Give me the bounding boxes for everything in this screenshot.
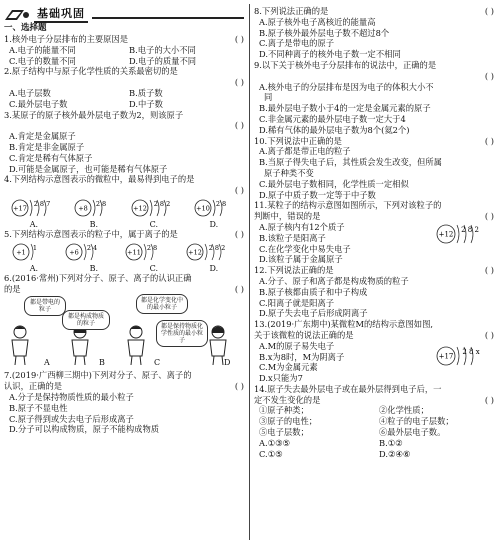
question-stem-cont: 认识，正确的是: [4, 381, 63, 392]
figure-label[interactable]: A: [44, 358, 50, 368]
question-stem: 14.原子失去最外层电子或在最外层得到电子后，一: [254, 383, 442, 394]
statement-5: ⑤电子层数；: [259, 427, 309, 438]
option-c[interactable]: C.最外层电子数相同，化学性质一定相似: [259, 178, 409, 189]
nucleus-label: +8: [77, 204, 88, 213]
option-c[interactable]: C.原子得到或失去电子后形成离子: [9, 413, 134, 424]
option-a[interactable]: A.分子是保持物质性质的最小粒子: [9, 391, 134, 402]
option-c[interactable]: C.肯定是稀有气体原子: [9, 152, 93, 163]
student-figure-icon[interactable]: [66, 324, 94, 366]
speech-bubble: 都是构成物质的粒子: [62, 310, 110, 330]
section-header: [4, 6, 244, 22]
question-stem: 4.下列结构示意图表示的微粒中，最易得到电子的是: [4, 174, 195, 185]
option-b[interactable]: B.: [89, 219, 99, 229]
answer-blank[interactable]: ( ): [234, 77, 244, 88]
option-a[interactable]: A.分子、原子和离子都是构成物质的粒子: [259, 275, 409, 286]
shell-label: 1: [33, 243, 38, 252]
shell-label: 2 8: [95, 199, 106, 208]
option-d[interactable]: D.该粒子属于金属原子: [259, 254, 343, 265]
speech-bubble: 都是化学变化中的最小粒子: [136, 294, 188, 314]
figure-label[interactable]: D: [224, 358, 231, 368]
option-b[interactable]: B.: [89, 263, 99, 273]
nucleus-label: +17: [12, 204, 27, 213]
atom-diagram[interactable]: [436, 343, 490, 369]
question-stem: 2.原子结构中与原子化学性质的关系最密切的是: [4, 66, 178, 77]
atom-diagram-row: [4, 196, 244, 220]
diagram-labels: [4, 264, 244, 273]
option-b[interactable]: B.①②: [379, 437, 403, 448]
right-column: [254, 6, 494, 459]
question-3: [4, 110, 244, 175]
answer-blank[interactable]: ( ): [484, 135, 494, 146]
option-a[interactable]: A.: [29, 219, 39, 229]
option-a[interactable]: A.: [29, 263, 39, 273]
shell-label: 2 8: [147, 243, 158, 252]
section-label: 一、选择题: [4, 23, 47, 33]
option-c[interactable]: C.①⑤: [259, 448, 283, 459]
option-c[interactable]: C.M为金属元素: [259, 362, 318, 373]
option-d[interactable]: D.稀有气体的最外层电子数为8个(氦2个): [259, 124, 410, 135]
question-5: [4, 229, 244, 273]
nucleus-label: +12: [187, 248, 202, 257]
question-stem: 8.下列说法正确的是: [254, 6, 329, 16]
diagram-labels: [4, 220, 244, 229]
atom-diagram[interactable]: [194, 197, 238, 219]
question-6: [4, 273, 244, 371]
option-a-cont: 同: [264, 92, 273, 103]
option-b[interactable]: B.原子核都由质子和中子构成: [259, 286, 368, 297]
speech-bubble: 都是保持物质化学性质的最小粒子: [156, 320, 208, 347]
student-figure-icon[interactable]: [6, 324, 34, 366]
option-d[interactable]: D.: [209, 263, 219, 273]
question-stem: 5.下列结构示意图表示的粒子中，属于离子的是: [4, 228, 178, 239]
option-c[interactable]: C.: [149, 219, 158, 229]
option-c[interactable]: C.最外层电子数: [9, 98, 68, 109]
option-d[interactable]: D.不同种离子的核外电子数一定不相同: [259, 49, 401, 60]
shell-label: 2 8 2: [153, 199, 170, 208]
option-b[interactable]: B.原子核外最外层电子数不超过8个: [259, 27, 390, 38]
cartoon-illustration: [4, 294, 244, 370]
option-a[interactable]: A.①③⑤: [259, 437, 290, 448]
statement-1: ①原子种类；: [259, 405, 309, 416]
question-13: [254, 319, 494, 384]
atom-diagram[interactable]: [12, 241, 48, 263]
option-d[interactable]: D.原子失去电子后形成阴离子: [259, 308, 368, 319]
question-stem: 7.(2019·广西柳三期中)下列对分子、原子、离子的: [4, 370, 192, 381]
nucleus-label: +12: [438, 230, 454, 239]
student-figure-icon[interactable]: [122, 324, 150, 366]
question-2: [4, 66, 244, 109]
atom-diagram[interactable]: [11, 197, 61, 219]
figure-label[interactable]: C: [154, 358, 161, 368]
left-column: [4, 6, 244, 435]
question-stem: 10.下列说法中正确的是: [254, 135, 342, 146]
nucleus-label: +11: [127, 248, 142, 257]
answer-blank[interactable]: ( ): [234, 120, 244, 131]
option-b[interactable]: B.x为8时，M为阴离子: [259, 351, 345, 362]
atom-diagram[interactable]: [125, 241, 169, 263]
statement-3: ③原子的电性；: [259, 416, 318, 427]
answer-blank[interactable]: ( ): [484, 211, 494, 222]
question-10: [254, 136, 494, 201]
question-stem: 13.(2019·广东期中)某微粒M的结构示意图如图,: [254, 319, 434, 330]
option-d[interactable]: D.分子可以构成物质，原子不能构成物质: [9, 424, 160, 435]
answer-blank[interactable]: ( ): [484, 6, 494, 16]
question-stem: 1.核外电子分层排布的主要原因是: [4, 34, 129, 44]
question-stem-cont: 关于该微粒的说法正确的是: [254, 329, 354, 340]
atom-diagram[interactable]: [131, 197, 181, 219]
shell-label: 2 8 7: [33, 199, 50, 208]
question-stem-cont: 定不发生变化的是: [254, 394, 321, 405]
column-divider: [249, 4, 250, 540]
header-title: 基础巩固: [34, 5, 88, 23]
shell-label: 2 8 x: [462, 348, 480, 357]
answer-blank[interactable]: ( ): [234, 283, 244, 294]
figure-label[interactable]: B: [99, 358, 105, 368]
option-c[interactable]: C.非金属元素的最外层电子数一定大于4: [259, 113, 406, 124]
nucleus-label: +1: [16, 248, 27, 257]
option-c[interactable]: C.: [149, 263, 158, 273]
option-d[interactable]: D.: [209, 219, 219, 229]
question-stem-cont: 判断中，错误的是: [254, 211, 321, 222]
option-d[interactable]: D.电子的质量不同: [129, 55, 197, 66]
option-a[interactable]: A.电子层数: [9, 87, 51, 98]
answer-blank[interactable]: ( ): [234, 34, 244, 44]
option-a[interactable]: A.原子核内有12个质子: [259, 221, 345, 232]
option-d[interactable]: D.可能是金属原子，也可能是稀有气体原子: [9, 163, 168, 174]
shell-label: 2 4: [86, 243, 97, 252]
header-rule: [92, 17, 244, 19]
question-stem: 9.以下关于核外电子分层排布的说法中，正确的是: [254, 59, 437, 70]
nucleus-label: +6: [68, 248, 79, 257]
option-c[interactable]: C.电子的数量不同: [9, 55, 76, 66]
answer-blank[interactable]: ( ): [484, 329, 494, 340]
statement-6: ⑥最外层电子数。: [379, 427, 446, 438]
answer-blank[interactable]: ( ): [234, 381, 244, 392]
option-a[interactable]: A.M的原子易失电子: [259, 340, 335, 351]
atom-diagram-row: [4, 240, 244, 264]
option-a[interactable]: A.离子都是带正电的粒子: [259, 146, 351, 157]
statement-2: ②化学性质；: [379, 405, 429, 416]
speech-bubble: 都是带电的粒子: [24, 296, 66, 316]
shell-label: 2 8: [215, 199, 226, 208]
option-b[interactable]: B.当原子得失电子后，其性质会发生改变，但所属: [259, 157, 442, 168]
option-d[interactable]: D.x只能为7: [259, 373, 303, 384]
option-a[interactable]: A.原子核外电子离核近的能量高: [259, 16, 376, 27]
question-4: [4, 174, 244, 229]
shell-label: 2 8 2: [208, 243, 226, 252]
option-d[interactable]: D.中子数: [129, 98, 163, 109]
option-a[interactable]: A.电子的能量不同: [9, 44, 76, 55]
option-c[interactable]: C.在化学变化中易失电子: [259, 243, 351, 254]
option-b[interactable]: B.最外层电子数小于4的一定是金属元素的原子: [259, 103, 431, 114]
question-stem-cont: 的是: [4, 283, 21, 294]
question-8: [254, 6, 494, 60]
option-a[interactable]: A.核外电子的分层排布是因为电子的体积大小不: [259, 81, 434, 92]
option-d[interactable]: D.②④⑥: [379, 448, 411, 459]
question-14: [254, 384, 494, 460]
answer-blank[interactable]: ( ): [234, 185, 244, 196]
atom-diagram[interactable]: [74, 197, 118, 219]
option-b[interactable]: B.质子数: [129, 87, 163, 98]
question-9: [254, 60, 494, 136]
answer-blank[interactable]: ( ): [484, 70, 494, 81]
option-b[interactable]: B.电子的大小不同: [129, 44, 196, 55]
atom-diagram[interactable]: [436, 222, 490, 246]
option-b-cont: 原子种类不变: [264, 167, 314, 178]
question-stem: 12.下列说法正确的是: [254, 265, 334, 276]
option-b[interactable]: B.该粒子是阳离子: [259, 232, 326, 243]
answer-blank[interactable]: ( ): [484, 265, 494, 276]
question-1: [4, 34, 244, 66]
option-c[interactable]: C.阳离子就是阳离子: [259, 297, 335, 308]
atom-diagram[interactable]: [65, 241, 109, 263]
atom-diagram[interactable]: [186, 241, 236, 263]
nucleus-label: +12: [132, 204, 147, 213]
question-stem: 6.(2016·常州)下列对分子、原子、离子的认识正确: [4, 272, 192, 283]
option-c[interactable]: C.离子是带电的原子: [259, 38, 335, 49]
nucleus-label: +10: [195, 204, 210, 213]
pencil-decoration-icon: [4, 7, 30, 22]
question-11: [254, 200, 494, 265]
option-b[interactable]: B.肯定是非金属原子: [9, 141, 85, 152]
shell-label: 2 8 2: [461, 226, 479, 235]
question-stem: 3.某原子的原子核外最外层电子数为2，则该原子: [4, 109, 184, 120]
question-stem: 11.某粒子的结构示意图如图所示，下列对该粒子的: [254, 200, 442, 211]
option-a[interactable]: A.肯定是金属原子: [9, 131, 76, 142]
answer-blank[interactable]: ( ): [484, 394, 494, 405]
nucleus-label: +17: [438, 352, 454, 361]
option-d[interactable]: D.原子中质子数一定等于中子数: [259, 189, 376, 200]
question-12: [254, 265, 494, 319]
question-7: [4, 370, 244, 435]
option-b[interactable]: B.原子不显电性: [9, 402, 68, 413]
answer-blank[interactable]: ( ): [234, 228, 244, 239]
statement-4: ④粒子的电子层数；: [379, 416, 454, 427]
